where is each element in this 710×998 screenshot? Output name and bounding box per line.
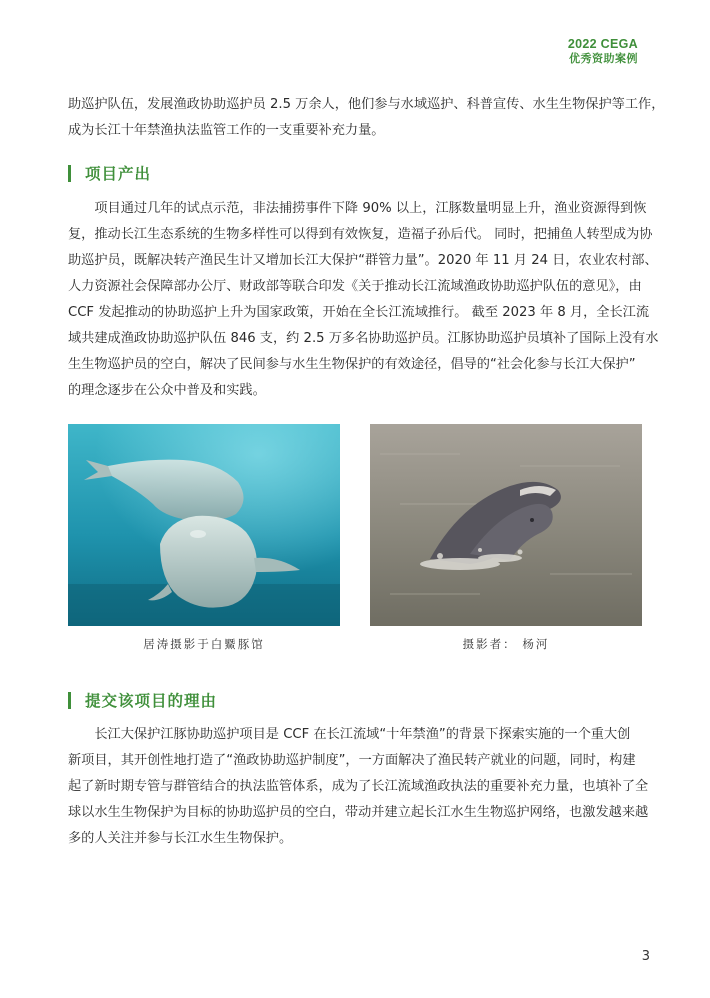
paragraph-line: 长江大保护江豚协助巡护项目是 CCF 在长江流域“十年禁渔”的背景下探索实施的一个重大创 — [68, 727, 631, 742]
right-photo-caption: 摄影者： 杨河 — [462, 637, 550, 651]
brand-title: 2022 CEGA — [567, 37, 638, 51]
paragraph-line: 球以水生生物保护为目标的协助巡护员的空白，带动并建立起长江水生生物巡护网络，也激发越来越 — [68, 805, 649, 820]
reason-paragraph — [68, 722, 649, 852]
paragraph-line: CCF 发起推动的协助巡护上升为国家政策，开始在全长江流域推行。 截至 2023 年 8 月，全长江流 — [68, 305, 650, 320]
header-brand — [568, 37, 638, 67]
page-number: 3 — [641, 949, 650, 964]
paragraph-line: 成为长江十年禁渔执法监管工作的一支重要补充力量。 — [68, 123, 385, 138]
heading-accent-bar — [68, 692, 71, 709]
paragraph-line: 人力资源社会保障部办公厅、财政部等联合印发《关于推动长江流域渔政协助巡护队伍的意见》，由 — [68, 279, 642, 294]
aquarium-porpoise-photo — [68, 424, 340, 626]
river-porpoise-photo — [370, 424, 642, 626]
heading-accent-bar — [68, 165, 71, 182]
intro-paragraph — [68, 92, 665, 144]
paragraph-line: 起了新时期专管与群管结合的执法监管体系，成为了长江流域渔政执法的重要补充力量，也填补了全 — [68, 779, 649, 794]
paragraph-line: 的理念逐步在公众中普及和实践。 — [68, 383, 266, 398]
section-title: 项目产出 — [85, 165, 152, 183]
paragraph-line: 项目通过几年的试点示范，非法捕捞事件下降 90% 以上，江豚数量明显上升，渔业资源得到恢 — [68, 201, 647, 216]
paragraph-line: 域共建成渔政协助巡护队伍 846 支，约 2.5 万多名协助巡护员。江豚协助巡护员填补了国际上没有水 — [68, 331, 659, 346]
paragraph-line: 助巡护队伍，发展渔政协助巡护员 2.5 万余人，他们参与水域巡护、科普宣传、水生生物保护等工作， — [68, 97, 665, 112]
paragraph-line: 生生物巡护员的空白，解决了民间参与水生生物保护的有效途径，倡导的“社会化参与长江大保护” — [68, 357, 636, 372]
paragraph-line: 复，推动长江生态系统的生物多样性可以得到有效恢复，造福子孙后代。 同时，把捕鱼人转型成为协 — [68, 227, 653, 242]
paragraph-line: 助巡护员，既解决转产渔民生计又增加长江大保护“群管力量”。2020 年 11 月 24 日，农业农村部、 — [68, 253, 658, 268]
brand-subtitle: 优秀资助案例 — [569, 53, 638, 65]
paragraph-line: 新项目，其开创性地打造了“渔政协助巡护制度”，一方面解决了渔民转产就业的问题，同时，构建 — [68, 753, 636, 768]
paragraph-line: 多的人关注并参与长江水生生物保护。 — [68, 831, 293, 846]
section-heading-outputs — [68, 162, 151, 184]
left-photo-caption: 居涛摄影于白鱀豚馆 — [143, 637, 265, 651]
section-heading-reason — [68, 689, 217, 711]
section-title: 提交该项目的理由 — [85, 692, 218, 710]
outputs-paragraph — [68, 196, 659, 404]
